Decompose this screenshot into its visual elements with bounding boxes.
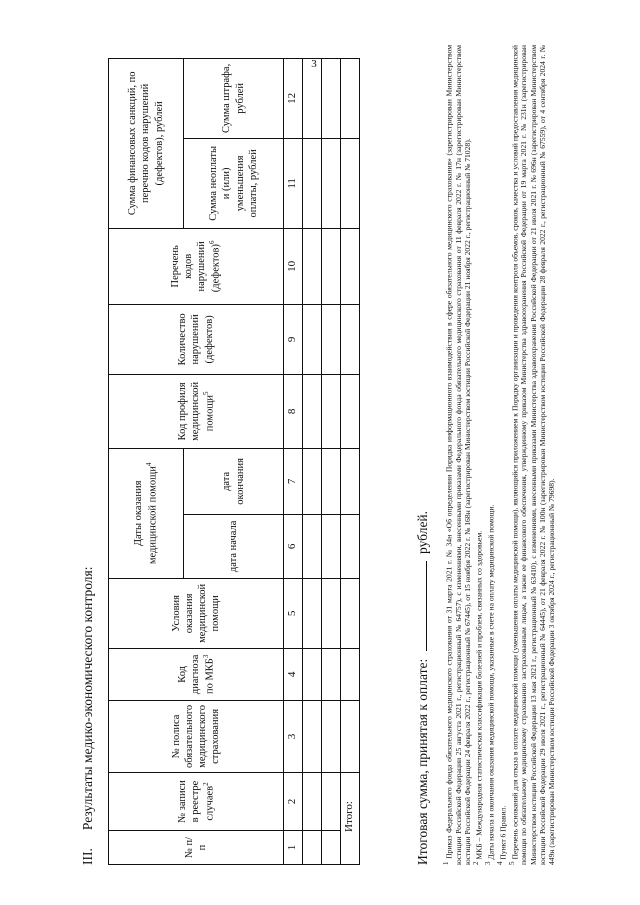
final-sum-label: Итоговая сумма, принятая к оплате:	[415, 658, 430, 865]
final-sum-line	[414, 511, 431, 865]
header-end-date: дата окончания	[184, 448, 284, 514]
results-table	[108, 58, 360, 865]
header-profile-code: Код профиля медицинской помощи$^5$	[109, 374, 284, 448]
header-number: № п/п	[109, 831, 284, 865]
total-label: Итого:	[341, 773, 360, 865]
header-violation-codes: Перечень кодов нарушений (дефектов)$^6$	[109, 228, 284, 304]
column-number: 5	[284, 578, 303, 648]
table-cell	[341, 304, 360, 374]
footnote-3: $^3$ Даты начала и окончания оказания медицинской помощи, указанные в счете на оплату медицинской помощи.	[484, 504, 496, 865]
header-dates-group: Даты оказания медицинской помощи$^4$	[109, 448, 184, 578]
table-cell	[322, 831, 341, 865]
header-icd-code: Код диагноза по МКБ$^3$	[109, 648, 284, 700]
column-number: 4	[284, 648, 303, 700]
header-violation-count: Количество нарушений (дефектов)	[109, 304, 284, 374]
column-number: 3	[284, 700, 303, 772]
section-heading	[80, 567, 96, 865]
final-sum-unit: рублей.	[415, 510, 430, 554]
table-cell	[322, 304, 341, 374]
empty-data-row	[303, 58, 322, 864]
table-cell	[341, 578, 360, 648]
rotated-content	[30, 35, 610, 875]
footnotes	[442, 45, 556, 865]
empty-data-row	[322, 58, 341, 864]
footnote-2: $^2$ МКБ – Международная статистическая классификация болезней и проблем, связанных со здоровьем.	[472, 530, 484, 865]
table-cell	[303, 138, 322, 228]
column-number: 12	[284, 58, 303, 138]
header-care-conditions: Условия оказания медицинской помощи	[109, 578, 284, 648]
table-cell	[341, 514, 360, 578]
column-number: 9	[284, 304, 303, 374]
final-sum-blank	[414, 561, 427, 651]
table-cell	[303, 831, 322, 865]
table-cell	[341, 648, 360, 700]
table-cell	[303, 58, 322, 138]
column-number: 8	[284, 374, 303, 448]
total-row	[341, 58, 360, 864]
table-cell	[341, 700, 360, 772]
table-cell	[303, 374, 322, 448]
header-start-date: дата начала	[184, 514, 284, 578]
table-cell	[322, 648, 341, 700]
column-number: 1	[284, 831, 303, 865]
column-number-row	[284, 58, 303, 864]
table-cell	[303, 578, 322, 648]
table-cell	[322, 578, 341, 648]
footnote-4: $^4$ Пункт 6 Правил.	[495, 805, 508, 865]
header-policy-number: № полиса обязательного медицинского страхования	[109, 700, 284, 772]
section-title: Результаты медико-экономического контроля:	[80, 566, 95, 831]
table-cell	[322, 514, 341, 578]
table-cell	[303, 773, 322, 831]
column-number: 2	[284, 773, 303, 831]
table-cell	[341, 228, 360, 304]
header-row-1	[109, 58, 184, 864]
table-cell	[322, 448, 341, 514]
section-roman: III.	[80, 848, 95, 865]
table-cell	[303, 304, 322, 374]
page-number: 3	[311, 58, 317, 70]
table-cell	[322, 138, 341, 228]
header-sanctions-group: Сумма финансовых санкций, по перечню кодов нарушений (дефектов), рублей	[109, 58, 184, 228]
header-fine-sum: Сумма штрафа, рублей	[184, 58, 284, 138]
table-cell	[341, 374, 360, 448]
table-cell	[303, 700, 322, 772]
table-cell	[322, 700, 341, 772]
table-cell	[341, 138, 360, 228]
table-cell	[322, 58, 341, 138]
table-cell	[341, 58, 360, 138]
column-number: 10	[284, 228, 303, 304]
table-cell	[303, 514, 322, 578]
table-cell	[322, 374, 341, 448]
footnote-1: $^1$ Приказ Федерального фонда обязательного медицинского страхования от 31 марта 2021 г. № 34н «Об определении Порядка информационного взаимодействия в сфере обязательного медицинского страхования» (зарегистрирован Министерством юстиции Российской Федерации 25 августа 2021 г., регистрационный № 64757), с изменениями, внесенными приказами Федерального фонда обязательного медицинского страхования от 11 февраля 2022 г. № 17н (зарегистрирован Министерством юстиции Российской Федерации 24 февраля 2022 г., регистрационный № 67445), от 15 ноября 2022 г. № 168н (зарегистрирован Министерством юстиции Российской Федерации 21 ноября 2022 г., регистрационный № 71028).	[442, 44, 473, 865]
table-cell	[303, 648, 322, 700]
table-cell	[303, 448, 322, 514]
column-number: 6	[284, 514, 303, 578]
table-cell	[322, 773, 341, 831]
table-cell	[341, 448, 360, 514]
footnote-5: $^5$ Перечень оснований для отказа в оплате медицинской помощи (уменьшения оплаты медицинской помощи), являющийся приложением к Порядку организации и проведения контроля объемов, сроков, качества и условий предоставления медицинской помощи по обязательному медицинскому страхованию застрахованным лицам, а также ее финансового обеспечения, утвержденному приказом Министерства здравоохранения Российской Федерации от 19 марта 2021 г. № 231н (зарегистрирован Министерством юстиции Российской Федерации 13 мая 2021 г., регистрационный № 63410), с изменениями, внесенными приказами Министерства здравоохранения Российской Федерации от 21 июля 2021 г. № 696н (зарегистрирован Министерством юстиции Российской Федерации 29 июля 2021 г., регистрационный № 64445), от 21 февраля 2022 г. № 100н (зарегистрирован Министерством юстиции Российской Федерации 28 февраля 2022 г., регистрационный № 67559), от 4 сентября 2024 г. № 449н (зарегистрирован Министерством юстиции Российской Федерации 3 октября 2024 г., регистрационный № 79698).	[507, 45, 557, 865]
header-nonpayment-sum: Сумма неоплаты и (или) уменьшения оплаты, рублей	[184, 138, 284, 228]
column-number: 11	[284, 138, 303, 228]
table-cell	[322, 228, 341, 304]
column-number: 7	[284, 448, 303, 514]
header-registry-record: № записи в реестре случаев$^2$	[109, 773, 284, 831]
table-cell	[303, 228, 322, 304]
